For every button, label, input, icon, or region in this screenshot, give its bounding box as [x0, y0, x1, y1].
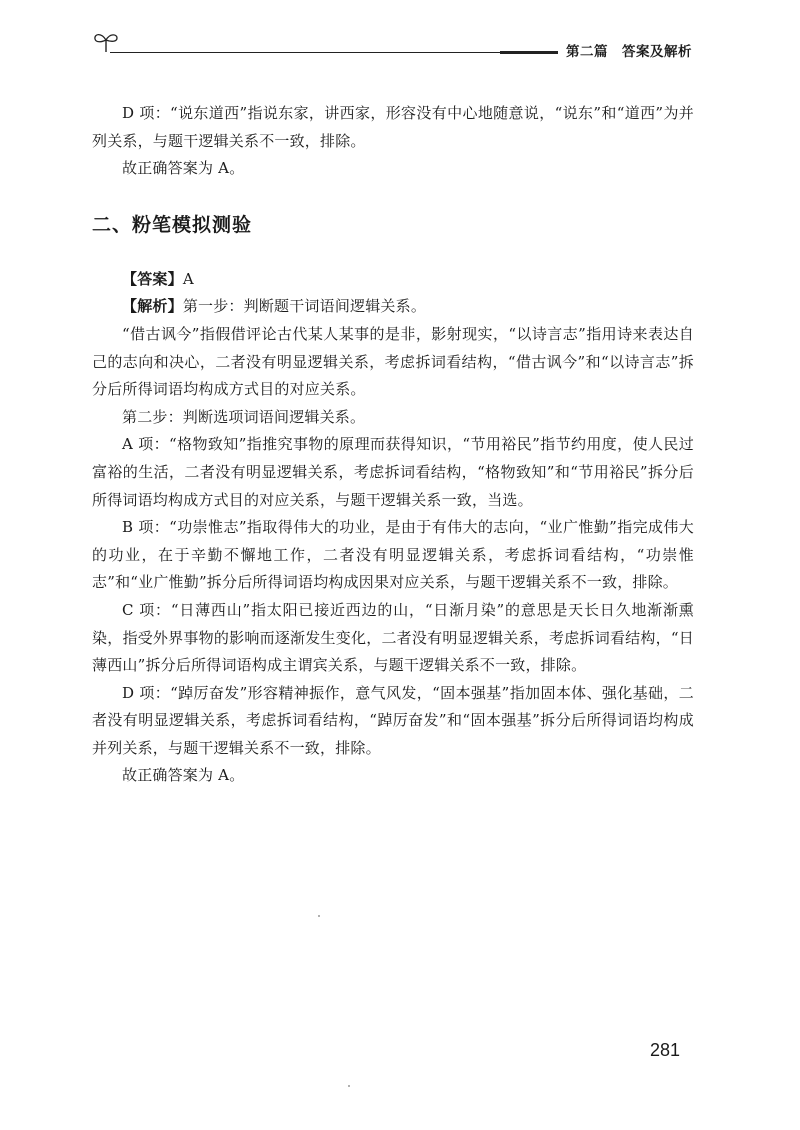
scan-speck: [348, 1085, 350, 1087]
answer-value: A: [182, 269, 194, 288]
analysis-step1: 第一步：判断题干词语间逻辑关系。: [182, 297, 427, 316]
sprout-icon: [92, 30, 120, 54]
answer-tag: 【答案】: [122, 269, 183, 288]
step2: 第二步：判断选项词语间逻辑关系。: [122, 407, 366, 426]
running-head: 第二篇 答案及解析: [566, 44, 692, 60]
section-heading: 二、粉笔模拟测验: [92, 213, 253, 236]
scan-speck: [318, 915, 320, 917]
header-rule: [110, 52, 550, 53]
analysis-tag: 【解析】: [122, 297, 183, 316]
analysis-line: [92, 293, 694, 321]
option-d-previous: D 项：“说东道西”指说东家，讲西家，形容没有中心地随意说，“说东”和“道西”为并列关系，与题干逻辑关系不一致，排除。: [92, 104, 694, 150]
option-d: D 项：“踔厉奋发”形容精神振作，意气风发，“固本强基”指加固本体、强化基础，二者没有明显逻辑关系，考虑拆词看结构，“踔厉奋发”和“固本强基”拆分后所得词语均构成并列关系，与题干逻辑关系不一致，排除。: [92, 683, 694, 757]
previous-conclusion: 故正确答案为 A。: [122, 159, 245, 178]
stem-explanation: “借古讽今”指假借评论古代某人某事的是非，影射现实，“以诗言志”指用诗来表达自己的志向和决心，二者没有明显逻辑关系，考虑拆词看结构，“借古讽今”和“以诗言志”拆分后所得词语均构成方式目的对应关系。: [92, 324, 694, 399]
answer-line: [92, 266, 694, 294]
section-conclusion: 故正确答案为 A。: [122, 766, 245, 785]
option-b: B 项：“功崇惟志”指取得伟大的功业，是由于有伟大的志向，“业广惟勤”指完成伟大的功业，在于辛勤不懈地工作，二者没有明显逻辑关系，考虑拆词看结构，“功崇惟志”和“业广惟勤”拆分后所得词语均构成因果对应关系，与题干逻辑关系不一致，排除。: [92, 518, 694, 592]
header-rule-accent: [500, 51, 558, 54]
option-c: C 项：“日薄西山”指太阳已接近西边的山，“日渐月染”的意思是天长日久地渐渐熏染，指受外界事物的影响而逐渐发生变化，二者没有明显逻辑关系，考虑拆词看结构，“日薄西山”拆分后所得词语构成主谓宾关系，与题干逻辑关系不一致，排除。: [92, 600, 694, 675]
page-number: 281: [650, 1040, 681, 1060]
page-body: [92, 100, 694, 790]
option-a: A 项：“格物致知”指推究事物的原理而获得知识，“节用裕民”指节约用度，使人民过富裕的生活，二者没有明显逻辑关系，考虑拆词看结构，“格物致知”和“节用裕民”拆分后所得词语均构成方式目的对应关系，与题干逻辑关系一致，当选。: [92, 435, 694, 509]
